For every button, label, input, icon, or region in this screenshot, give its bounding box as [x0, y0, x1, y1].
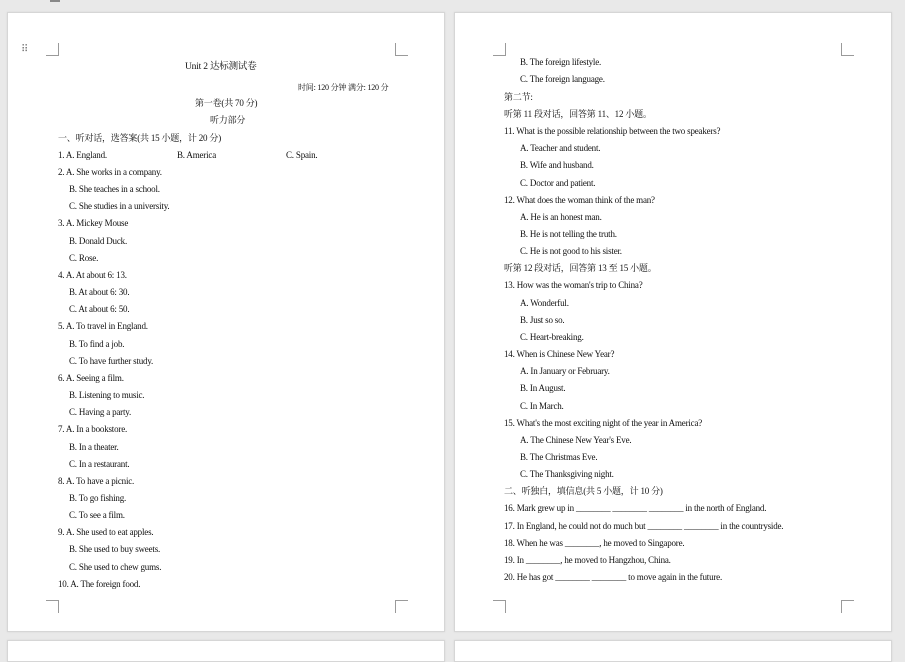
question-line: 5. A. To travel in England. — [58, 321, 148, 331]
option-line: C. Rose. — [69, 253, 99, 263]
question-line: 9. A. She used to eat apples. — [58, 527, 154, 537]
question-line: 11. What is the possible relationship between the two speakers? — [504, 126, 721, 136]
option-line: B. At about 6: 30. — [69, 287, 130, 297]
fill-blank-line: 20. He has got ________ ________ to move again in the future. — [504, 572, 723, 582]
option-line: B. In August. — [520, 383, 566, 393]
document-page-next-left — [7, 640, 445, 662]
question-line: 6. A. Seeing a film. — [58, 373, 124, 383]
question-line: 2. A. She works in a company. — [58, 167, 162, 177]
instruction-line: 听第 12 段对话，回答第 13 至 15 小题。 — [504, 263, 657, 273]
option-line: C. At about 6: 50. — [69, 304, 130, 314]
margin-corner-bottom-right — [841, 600, 854, 613]
instruction-line: 听第 11 段对话，回答第 11、12 小题。 — [504, 109, 652, 119]
question-line: 15. What's the most exciting night of the year in America? — [504, 418, 703, 428]
q1-option-a: 1. A. England. — [58, 150, 107, 160]
section-two-heading: 二、听独白，填信息(共 5 小题，计 10 分) — [504, 486, 663, 496]
option-line: C. The foreign language. — [520, 74, 605, 84]
option-line: B. Just so so. — [520, 315, 565, 325]
option-line: C. He is not good to his sister. — [520, 246, 622, 256]
time-info: 时间: 120 分钟 满分: 120 分 — [298, 83, 389, 92]
option-line: B. Listening to music. — [69, 390, 145, 400]
option-line: A. Teacher and student. — [520, 143, 601, 153]
option-line: C. Doctor and patient. — [520, 178, 596, 188]
question-line: 7. A. In a bookstore. — [58, 424, 128, 434]
q1-option-c: C. Spain. — [286, 150, 318, 160]
margin-corner-top-right — [841, 43, 854, 56]
option-line: C. To see a film. — [69, 510, 125, 520]
option-line: B. He is not telling the truth. — [520, 229, 617, 239]
listening-heading: 听力部分 — [210, 115, 246, 125]
top-bar — [0, 0, 905, 6]
question-line: 13. How was the woman's trip to China? — [504, 280, 643, 290]
margin-corner-top-left — [46, 43, 59, 56]
document-page-left — [7, 12, 445, 632]
option-line: C. She studies in a university. — [69, 201, 170, 211]
option-line: C. Having a party. — [69, 407, 132, 417]
option-line: B. The foreign lifestyle. — [520, 57, 602, 67]
margin-corner-top-right — [395, 43, 408, 56]
fill-blank-line: 18. When he was ________, he moved to Singapore. — [504, 538, 685, 548]
option-line: B. Wife and husband. — [520, 160, 594, 170]
option-line: C. The Thanksgiving night. — [520, 469, 614, 479]
option-line: B. Donald Duck. — [69, 236, 127, 246]
option-line: C. In March. — [520, 401, 564, 411]
margin-corner-bottom-right — [395, 600, 408, 613]
top-mark — [50, 0, 60, 2]
option-line: A. The Chinese New Year's Eve. — [520, 435, 632, 445]
question-line: 14. When is Chinese New Year? — [504, 349, 615, 359]
option-line: C. To have further study. — [69, 356, 154, 366]
question-line: 4. A. At about 6: 13. — [58, 270, 127, 280]
option-line: A. He is an honest man. — [520, 212, 602, 222]
subsection-heading: 第二节: — [504, 92, 533, 102]
option-line: A. In January or February. — [520, 366, 610, 376]
margin-corner-bottom-left — [46, 600, 59, 613]
document-title: Unit 2 达标测试卷 — [185, 62, 257, 72]
section-one-heading: 一、听对话，选答案(共 15 小题，计 20 分) — [58, 133, 221, 143]
question-line: 3. A. Mickey Mouse — [58, 218, 129, 228]
margin-corner-top-left — [493, 43, 506, 56]
option-line: B. In a theater. — [69, 442, 119, 452]
option-line: C. In a restaurant. — [69, 459, 130, 469]
margin-corner-bottom-left — [493, 600, 506, 613]
part-one-heading: 第一卷(共 70 分) — [195, 98, 258, 108]
question-line: 10. A. The foreign food. — [58, 579, 141, 589]
question-line: 12. What does the woman think of the man? — [504, 195, 655, 205]
option-line: C. She used to chew gums. — [69, 562, 162, 572]
fill-blank-line: 17. In England, he could not do much but ________ ________ in the countryside. — [504, 521, 784, 531]
fill-blank-line: 19. In ________, he moved to Hangzhou, China. — [504, 555, 671, 565]
fill-blank-line: 16. Mark grew up in ________ ________ ________ in the north of England. — [504, 503, 767, 513]
option-line: B. To find a job. — [69, 339, 125, 349]
document-page-next-right — [454, 640, 892, 662]
question-line: 8. A. To have a picnic. — [58, 476, 135, 486]
option-line: B. The Christmas Eve. — [520, 452, 598, 462]
q1-option-b: B. America — [177, 150, 216, 160]
document-page-right — [454, 12, 892, 632]
option-line: B. She teaches in a school. — [69, 184, 160, 194]
drag-handle-icon[interactable]: ⠿ — [21, 44, 30, 55]
option-line: B. She used to buy sweets. — [69, 544, 161, 554]
option-line: A. Wonderful. — [520, 298, 569, 308]
option-line: B. To go fishing. — [69, 493, 127, 503]
option-line: C. Heart-breaking. — [520, 332, 584, 342]
